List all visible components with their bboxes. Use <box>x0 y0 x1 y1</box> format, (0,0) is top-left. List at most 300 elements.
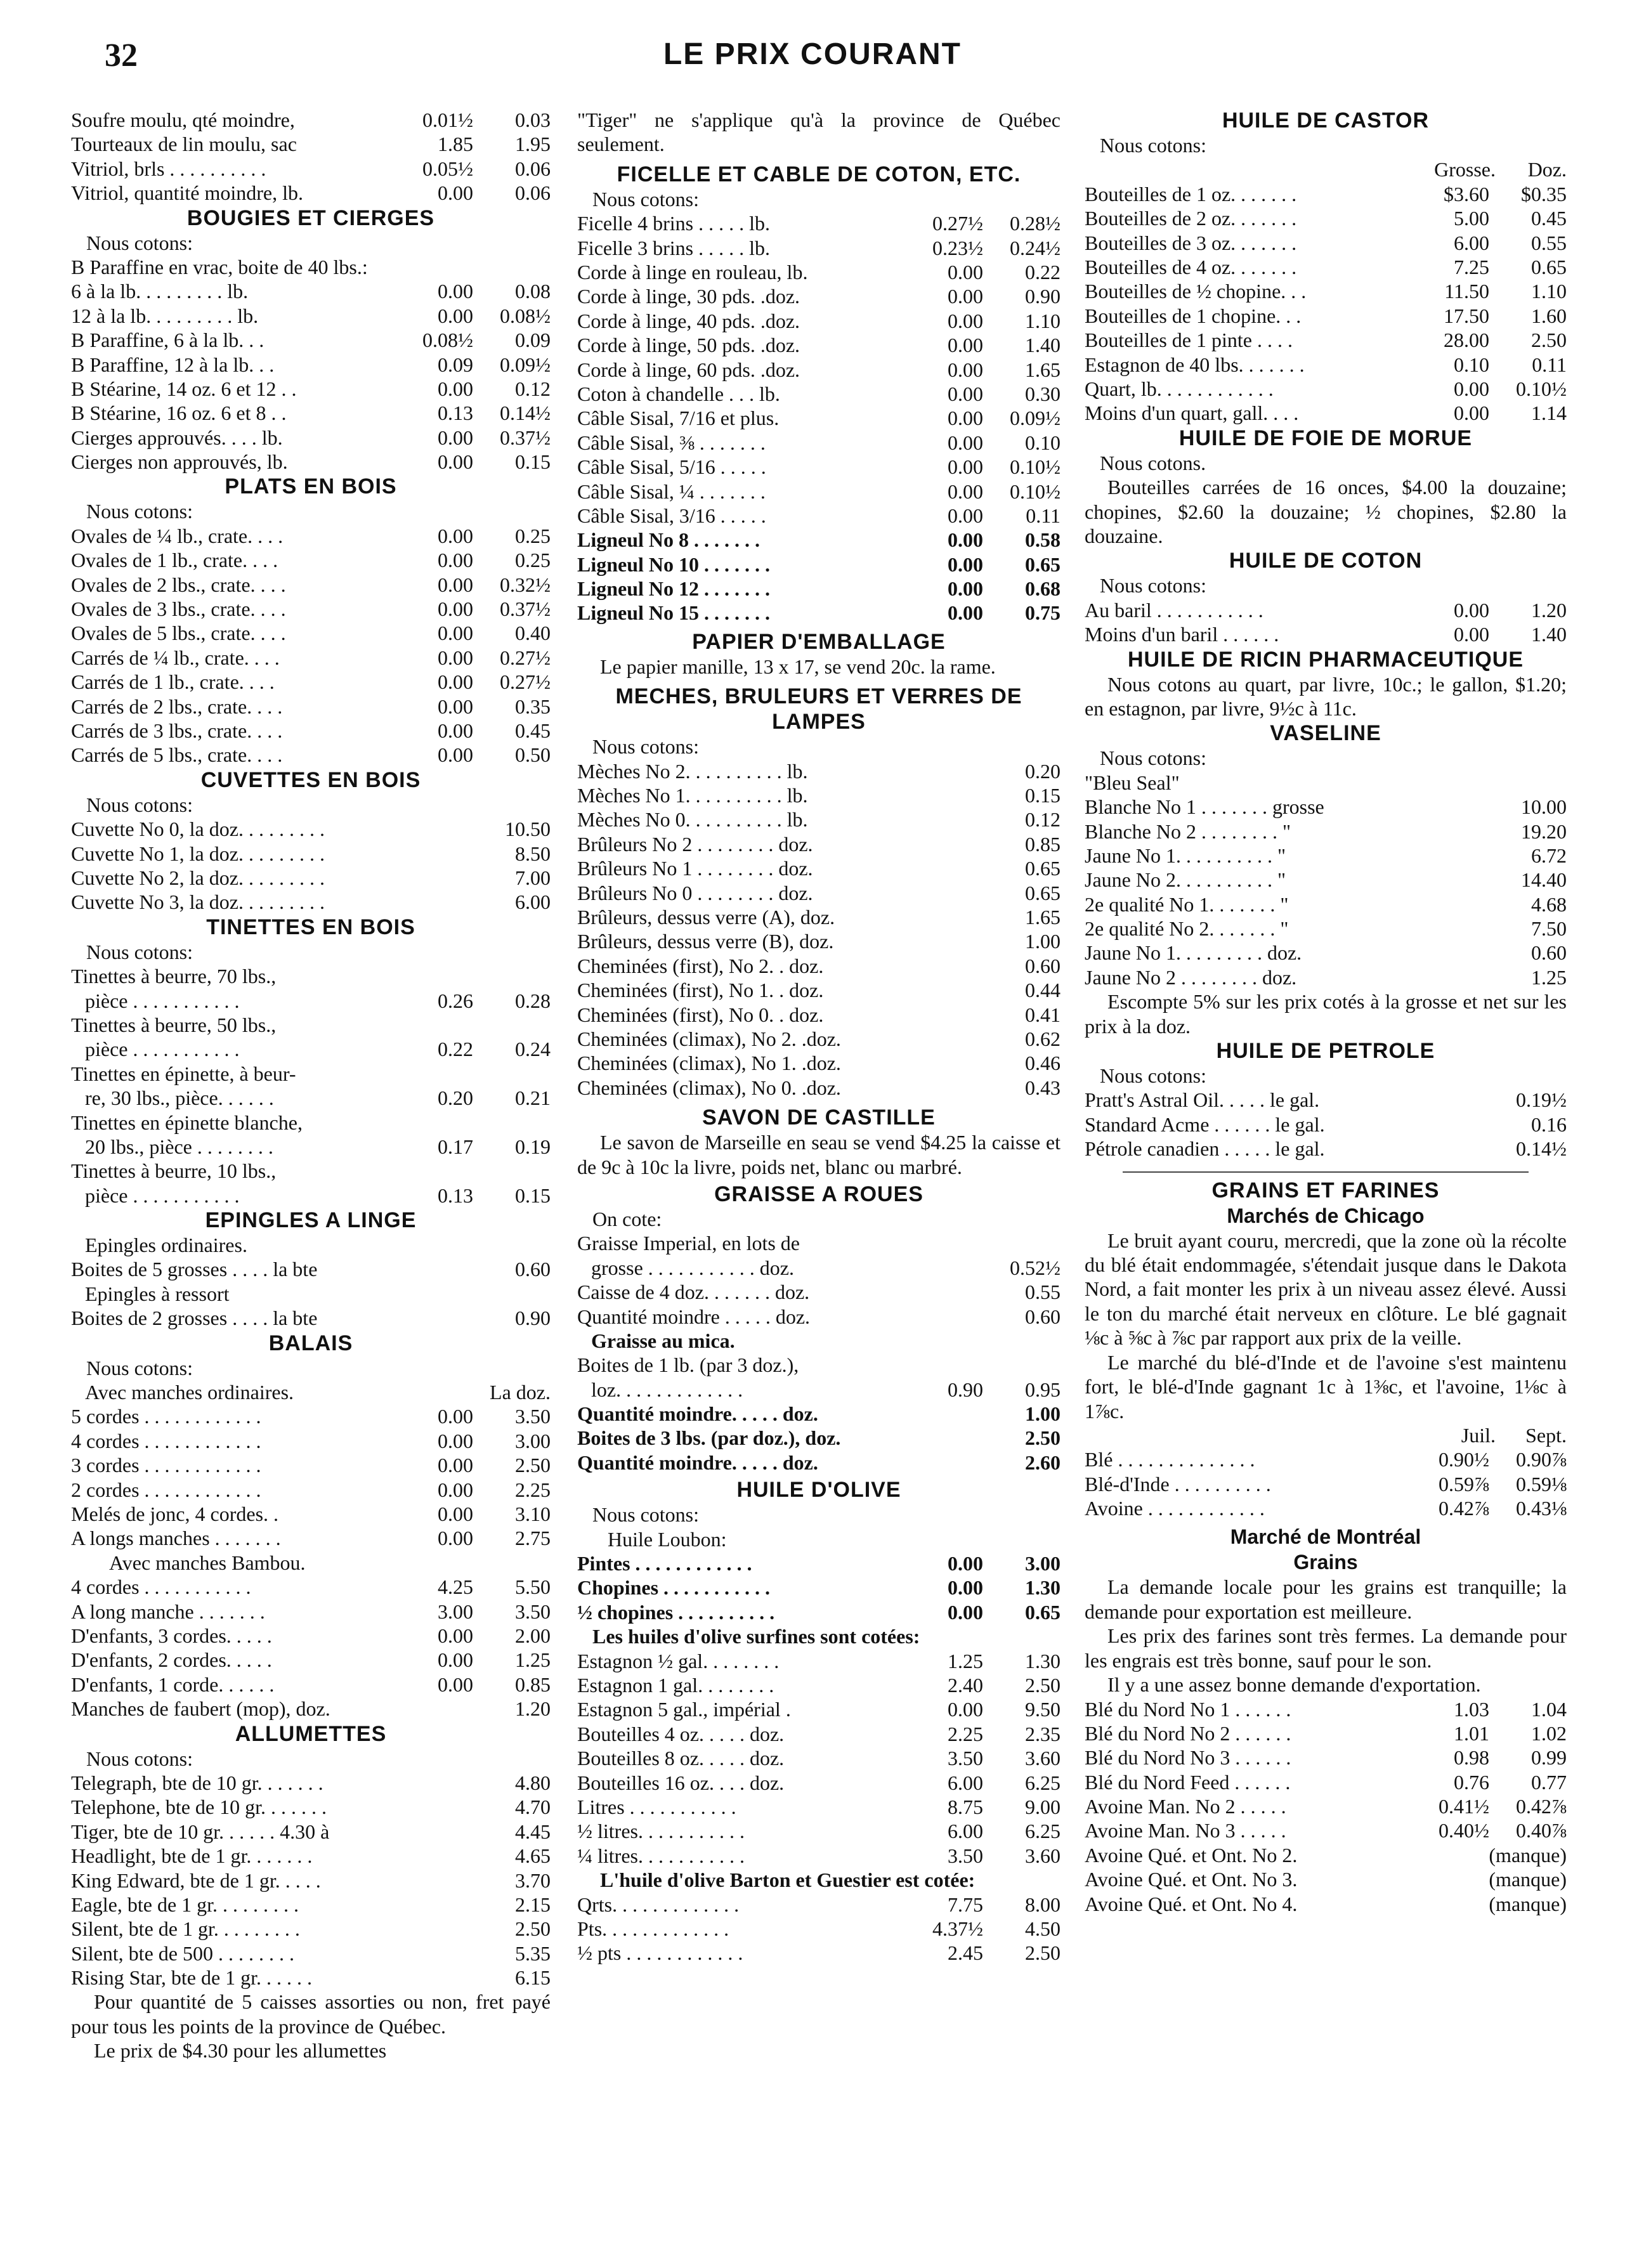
item-label: Moins d'un baril . . . . . . <box>1085 623 1279 646</box>
paragraph: Escompte 5% sur les prix cotés à la grosse et net sur les prix à la doz. <box>1085 990 1567 1038</box>
price-high: 6.25 <box>1025 1820 1060 1843</box>
item-label: Melés de jonc, 4 cordes. . <box>71 1502 279 1525</box>
price-low: 2.25 <box>948 1722 983 1745</box>
price-low: 0.22 <box>438 1038 473 1061</box>
item-label: B Paraffine, 6 à la lb. . . <box>71 329 264 352</box>
price-low: 6.00 <box>948 1820 983 1843</box>
price-high: 4.80 <box>515 1771 551 1794</box>
price-row <box>71 1575 551 1599</box>
price-high: 0.12 <box>515 377 551 400</box>
price-high: 0.15 <box>515 450 551 474</box>
item-label: Mèches No 0. . . . . . . . . . lb. <box>577 808 808 831</box>
item-label: Carrés de 3 lbs., crate. . . . <box>71 719 283 743</box>
price-high: 10.00 <box>1521 795 1567 819</box>
item-label: Avoine Qué. et Ont. No 2. <box>1085 1843 1298 1867</box>
item-label: Câble Sisal, 3/16 . . . . . <box>577 504 766 527</box>
price-high: 0.95 <box>1025 1378 1060 1401</box>
item-label: Ovales de 3 lbs., crate. . . . <box>71 597 286 621</box>
price-row <box>577 783 1060 807</box>
column-headers <box>1085 157 1567 181</box>
price-row <box>1085 279 1567 303</box>
price-high: 0.60 <box>1025 954 1060 977</box>
price-high: 3.60 <box>1025 1747 1060 1770</box>
price-high: 0.40⅞ <box>1516 1819 1567 1842</box>
subheading-row <box>71 1380 551 1404</box>
price-row <box>577 1231 1060 1255</box>
section-heading: BOUGIES ET CIERGES <box>186 205 435 230</box>
price-high: 0.43 <box>1025 1076 1060 1099</box>
price-low: 0.00 <box>438 304 473 327</box>
section-heading: CUVETTES EN BOIS <box>200 767 421 792</box>
column-header: Grosse. <box>1434 158 1496 181</box>
price-row <box>577 1280 1060 1304</box>
section-note: Nous cotons: <box>1100 574 1206 597</box>
price-row <box>577 431 1060 455</box>
item-label: Vitriol, brls . . . . . . . . . . <box>71 157 266 180</box>
price-row <box>71 1600 551 1624</box>
item-label: Chopines . . . . . . . . . . . <box>577 1576 771 1600</box>
price-row <box>577 1450 1060 1475</box>
price-row <box>1085 941 1567 965</box>
section-heading: GRAISSE A ROUES <box>714 1182 923 1206</box>
price-high: 2.00 <box>515 1624 551 1647</box>
item-label: Brûleurs No 1 . . . . . . . . doz. <box>577 857 813 880</box>
price-high: 0.14½ <box>500 401 551 425</box>
section-note: Nous cotons: <box>86 231 193 254</box>
price-low: 28.00 <box>1444 329 1489 352</box>
item-label: ¼ litres. . . . . . . . . . . <box>577 1844 745 1867</box>
item-label: Cuvette No 2, la doz. . . . . . . . . <box>71 866 325 889</box>
item-label: pièce . . . . . . . . . . . <box>85 989 240 1012</box>
price-row <box>71 1820 551 1844</box>
price-row <box>577 284 1060 308</box>
price-high: 6.25 <box>1025 1771 1060 1794</box>
price-high: 0.43⅛ <box>1516 1497 1567 1520</box>
price-row <box>577 552 1060 577</box>
item-label: Brûleurs No 0 . . . . . . . . doz. <box>577 881 813 904</box>
price-high: 0.10½ <box>1010 479 1060 503</box>
price-high: (manque) <box>1489 1868 1567 1891</box>
item-label: Pétrole canadien . . . . . le gal. <box>1085 1137 1325 1161</box>
price-low: 7.75 <box>948 1893 983 1916</box>
price-low: 0.00 <box>948 1698 983 1721</box>
price-row <box>71 1037 551 1061</box>
item-label: pièce . . . . . . . . . . . <box>85 1038 240 1061</box>
section-heading: HUILE DE COTON <box>1229 549 1423 573</box>
price-high: 2.50 <box>515 1454 551 1477</box>
price-low: 0.26 <box>438 989 473 1012</box>
price-low: 0.27½ <box>932 212 983 235</box>
item-label: Corde à linge, 50 pds. .doz. <box>577 334 800 357</box>
item-label: Litres . . . . . . . . . . . <box>577 1796 736 1818</box>
item-label: Mèches No 2. . . . . . . . . . lb. <box>577 759 808 783</box>
paragraph: Il y a une assez bonne demande d'exportation. <box>1107 1673 1481 1697</box>
price-high: 0.20 <box>1025 759 1060 783</box>
item-label: Tourteaux de lin moulu, sac <box>71 133 297 156</box>
item-label: Caisse de 4 doz. . . . . . . doz. <box>577 1281 810 1304</box>
item-label: Avoine . . . . . . . . . . . . <box>1085 1497 1265 1520</box>
price-low: 0.00 <box>438 622 473 645</box>
section-note: Nous cotons: <box>86 1356 193 1379</box>
price-row <box>71 1159 551 1183</box>
price-low: 0.00 <box>438 1624 473 1647</box>
price-row <box>71 279 551 303</box>
item-label: Soufre moulu, qté moindre, <box>71 108 295 131</box>
price-low: 0.00 <box>438 280 473 303</box>
price-row <box>577 1844 1060 1868</box>
item-label: Bouteilles de 3 oz. . . . . . . <box>1085 231 1297 254</box>
price-row <box>71 548 551 572</box>
price-list <box>71 1233 551 1331</box>
price-row <box>1085 182 1567 206</box>
price-row <box>71 1135 551 1159</box>
price-high: 0.65 <box>1025 857 1060 880</box>
price-row <box>71 890 551 914</box>
price-low: 0.00 <box>948 261 983 284</box>
price-row <box>71 1111 551 1135</box>
item-label: Carrés de 2 lbs., crate. . . . <box>71 694 283 718</box>
price-list <box>1085 795 1567 989</box>
price-high: 0.65 <box>1531 255 1567 278</box>
price-low: 0.41½ <box>1439 1795 1489 1818</box>
price-row <box>71 719 551 743</box>
price-low: 0.10 <box>1454 353 1489 376</box>
price-row <box>71 670 551 694</box>
price-high: 0.60 <box>1025 1305 1060 1328</box>
price-row <box>1085 1818 1567 1842</box>
item-label: Telephone, bte de 10 gr. . . . . . . <box>71 1796 327 1819</box>
price-high: 1.10 <box>1025 309 1060 332</box>
price-high: 0.24½ <box>1010 236 1060 259</box>
price-list <box>71 108 551 205</box>
price-row <box>71 1404 551 1428</box>
item-label: Cheminées (climax), No 0. .doz. <box>577 1076 841 1099</box>
item-label: Tinettes en épinette, à beur- <box>71 1062 296 1085</box>
price-high: 0.28½ <box>1010 212 1060 235</box>
item-label: B Paraffine en vrac, boite de 40 lbs.: <box>71 255 368 278</box>
price-high: 0.08½ <box>500 304 551 327</box>
item-label: 12 à la lb. . . . . . . . . lb. <box>71 304 259 327</box>
price-low: 0.17 <box>438 1135 473 1158</box>
item-label: B Stéarine, 16 oz. 6 et 8 . . <box>71 401 287 425</box>
price-low: 0.00 <box>948 431 983 454</box>
item-label: Blanche No 1 . . . . . . . grosse <box>1085 795 1324 819</box>
item-label: Boites de 2 grosses . . . . la bte <box>71 1307 318 1330</box>
price-list <box>71 524 551 767</box>
item-label: Tiger, bte de 10 gr. . . . . . 4.30 à <box>71 1820 330 1843</box>
price-row <box>577 1305 1060 1329</box>
price-low: 0.00 <box>438 1478 473 1501</box>
subheading: Marchés de Chicago <box>1227 1204 1425 1227</box>
item-label: pièce . . . . . . . . . . . <box>85 1183 240 1207</box>
price-low: 2.45 <box>948 1941 983 1965</box>
price-low: 0.00 <box>948 358 983 381</box>
price-low: 0.00 <box>438 1672 473 1696</box>
price-high: 3.50 <box>515 1405 551 1428</box>
item-label: Cuvette No 1, la doz. . . . . . . . . <box>71 842 325 865</box>
item-label: Bouteilles 8 oz. . . . . doz. <box>577 1747 785 1770</box>
price-low: 0.00 <box>948 504 983 527</box>
price-row <box>71 328 551 352</box>
price-row <box>71 157 551 181</box>
price-high: 0.12 <box>1025 808 1060 831</box>
item-label: Rising Star, bte de 1 gr. . . . . . <box>71 1966 313 1990</box>
price-high: 0.21 <box>515 1086 551 1110</box>
item-label: Quart, lb. . . . . . . . . . . . <box>1085 377 1274 400</box>
item-label: Bouteilles de ½ chopine. . . <box>1085 280 1307 303</box>
price-row <box>577 406 1060 430</box>
section-heading: MECHES, BRULEURS ET VERRES DE LAMPES <box>615 684 1022 734</box>
item-label: Tinettes à beurre, 70 lbs., <box>71 965 277 988</box>
price-row <box>577 528 1060 552</box>
price-low: 11.50 <box>1444 280 1489 303</box>
price-low: 0.00 <box>438 377 473 400</box>
price-low: 0.00 <box>948 407 983 430</box>
price-row <box>1085 819 1567 844</box>
price-row <box>1085 965 1567 989</box>
section-note: Nous cotons: <box>1100 1064 1206 1088</box>
price-low: 0.08½ <box>422 329 473 352</box>
price-row <box>71 304 551 328</box>
price-low: 0.00 <box>948 577 983 601</box>
price-high: 0.35 <box>515 694 551 718</box>
price-high: 8.00 <box>1025 1893 1060 1916</box>
item-label: Silent, bte de 500 . . . . . . . . <box>71 1941 294 1965</box>
price-high: 0.99 <box>1531 1746 1567 1769</box>
section-note: Nous cotons: <box>592 187 699 211</box>
item-label: Epingles ordinaires. <box>85 1234 247 1257</box>
price-row <box>577 1551 1060 1575</box>
price-high: 0.09½ <box>500 353 551 376</box>
price-low: 0.00 <box>948 601 983 625</box>
price-high: 1.25 <box>515 1648 551 1672</box>
item-label: Ovales de 5 lbs., crate. . . . <box>71 622 286 645</box>
price-row <box>71 1941 551 1965</box>
section-heading: PLATS EN BOIS <box>225 474 397 499</box>
paragraph: Le prix de $4.30 pour les allumettes <box>94 2039 387 2063</box>
section-heading: TINETTES EN BOIS <box>206 915 415 939</box>
price-high: 1.30 <box>1025 1649 1060 1672</box>
price-row <box>71 1086 551 1110</box>
price-row <box>71 108 551 132</box>
price-row <box>577 905 1060 929</box>
price-high: 3.60 <box>1025 1844 1060 1867</box>
item-label: Cierges approuvés. . . . lb. <box>71 426 283 449</box>
item-label: Cheminées (climax), No 2. .doz. <box>577 1027 841 1050</box>
price-row <box>577 954 1060 978</box>
section-heading: HUILE D'OLIVE <box>736 1478 901 1502</box>
item-label: Pintes . . . . . . . . . . . . <box>577 1552 752 1575</box>
price-low: 2.40 <box>948 1674 983 1697</box>
price-row <box>577 1771 1060 1795</box>
item-label: Carrés de ¼ lb., crate. . . . <box>71 646 280 669</box>
section-heading: EPINGLES A LINGE <box>205 1208 417 1233</box>
price-row <box>577 978 1060 1002</box>
section-heading: FICELLE ET CABLE DE COTON, ETC. <box>617 162 1021 186</box>
price-row <box>71 1844 551 1868</box>
column-header: Juil. <box>1461 1423 1496 1447</box>
item-label: Estagnon 1 gal. . . . . . . . <box>577 1674 774 1697</box>
item-label: Headlight, bte de 1 gr. . . . . . . <box>71 1844 313 1868</box>
page-header <box>0 37 1625 81</box>
price-low: 0.00 <box>438 743 473 767</box>
column-3 <box>1085 108 1567 1916</box>
price-row <box>1085 1745 1567 1769</box>
price-high: 0.90⅞ <box>1516 1448 1567 1471</box>
price-row <box>577 1003 1060 1027</box>
section-heading: VASELINE <box>1270 721 1381 746</box>
item-label: Jaune No 1. . . . . . . . . doz. <box>1085 941 1302 965</box>
item-label: Bouteilles de 2 oz. . . . . . . <box>1085 207 1297 230</box>
price-row <box>71 989 551 1013</box>
item-label: Quantité moindre . . . . . doz. <box>577 1305 811 1328</box>
price-row <box>577 309 1060 333</box>
price-low: 1.01 <box>1454 1721 1489 1745</box>
price-row <box>71 426 551 450</box>
item-label: Avoine Man. No 3 . . . . . <box>1085 1819 1286 1842</box>
price-low: 0.09 <box>438 353 473 376</box>
price-low: 0.00 <box>438 450 473 474</box>
price-low: 0.00 <box>948 382 983 405</box>
price-row <box>71 1648 551 1672</box>
price-high: 1.25 <box>1531 965 1567 989</box>
price-low: 0.98 <box>1454 1746 1489 1769</box>
paragraph: Bouteilles carrées de 16 onces, $4.00 la douzaine; chopines, $2.60 la douzaine; ½ chopines, $2.80 la douzaine. <box>1085 476 1567 547</box>
price-high: 1.02 <box>1531 1721 1567 1745</box>
price-list <box>1085 1697 1567 1917</box>
price-row <box>577 1893 1060 1917</box>
price-list <box>1085 182 1567 426</box>
price-row <box>1085 916 1567 941</box>
price-low: 0.76 <box>1454 1770 1489 1794</box>
price-list <box>1085 1447 1567 1520</box>
price-row <box>577 1051 1060 1075</box>
price-low: 0.00 <box>948 479 983 503</box>
item-label: 6 à la lb. . . . . . . . . lb. <box>71 280 249 303</box>
price-high: 0.60 <box>1531 941 1567 965</box>
item-label: Cuvette No 0, la doz. . . . . . . . . <box>71 818 325 841</box>
item-label: Telegraph, bte de 10 gr. . . . . . . <box>71 1771 323 1794</box>
price-low: 0.00 <box>948 309 983 332</box>
divider <box>1123 1171 1529 1173</box>
price-low: 0.00 <box>438 719 473 743</box>
price-low: 0.23½ <box>932 236 983 259</box>
item-label: Câble Sisal, 5/16 . . . . . <box>577 455 766 479</box>
item-label: Epingles à ressort <box>85 1282 230 1305</box>
price-high: 0.06 <box>515 181 551 205</box>
item-label: A longs manches . . . . . . . <box>71 1527 281 1550</box>
item-label: Cheminées (climax), No 1. .doz. <box>577 1052 841 1075</box>
price-low: 0.00 <box>438 426 473 449</box>
subheading: Grains <box>1293 1551 1358 1574</box>
section-note: Nous cotons: <box>1100 134 1206 157</box>
item-label: Silent, bte de 1 gr. . . . . . . . . <box>71 1917 300 1941</box>
price-row <box>577 832 1060 856</box>
price-row <box>71 1526 551 1550</box>
price-high: 0.40 <box>515 622 551 645</box>
price-row <box>577 1917 1060 1941</box>
price-low: 0.00 <box>438 181 473 205</box>
price-row <box>1085 1794 1567 1818</box>
item-label: Bouteilles de 1 pinte . . . . <box>1085 329 1293 352</box>
item-label: Cierges non approuvés, lb. <box>71 450 288 474</box>
item-label: Bouteilles de 1 oz. . . . . . . <box>1085 182 1297 205</box>
price-high: 5.50 <box>515 1575 551 1599</box>
price-high: 0.85 <box>515 1672 551 1696</box>
price-low: 8.75 <box>948 1796 983 1818</box>
price-low: 0.13 <box>438 401 473 425</box>
price-row <box>71 1429 551 1453</box>
item-label: Ligneul No 8 . . . . . . . <box>577 528 760 552</box>
item-label: King Edward, bte de 1 gr. . . . . <box>71 1868 321 1892</box>
price-high: 0.16 <box>1531 1112 1567 1136</box>
section-note: Nous cotons: <box>86 500 193 523</box>
price-low: 4.25 <box>438 1575 473 1599</box>
item-label: Estagnon ½ gal. . . . . . . . <box>577 1649 780 1672</box>
price-high: 0.37½ <box>500 597 551 621</box>
price-row <box>577 1697 1060 1721</box>
price-row <box>1085 868 1567 892</box>
item-label: 2e qualité No 1. . . . . . . " <box>1085 892 1289 916</box>
price-row <box>577 1256 1060 1280</box>
item-label: Cheminées (first), No 1. . doz. <box>577 979 824 1002</box>
price-low: 0.00 <box>948 285 983 308</box>
item-label: re, 30 lbs., pièce. . . . . . <box>85 1086 274 1110</box>
price-row <box>577 856 1060 880</box>
price-high: 1.30 <box>1025 1576 1060 1600</box>
item-label: 4 cordes . . . . . . . . . . . <box>71 1575 251 1599</box>
item-label: Ficelle 3 brins . . . . . lb. <box>577 236 770 259</box>
item-label: Corde à linge, 40 pds. .doz. <box>577 309 800 332</box>
price-high: 0.14½ <box>1516 1137 1567 1161</box>
price-row <box>71 1062 551 1086</box>
item-label: Avoine Qué. et Ont. No 4. <box>1085 1892 1298 1915</box>
price-high: 6.15 <box>515 1966 551 1990</box>
price-row <box>1085 377 1567 401</box>
item-label: Bouteilles de 4 oz. . . . . . . <box>1085 255 1297 278</box>
price-low: 0.01½ <box>422 108 473 131</box>
price-low: 0.00 <box>438 1454 473 1477</box>
price-high: 0.45 <box>515 719 551 743</box>
price-row <box>577 1795 1060 1819</box>
item-label: Eagle, bte de 1 gr. . . . . . . . . <box>71 1893 299 1916</box>
price-high: 2.50 <box>515 1917 551 1941</box>
section-note: On cote: <box>592 1207 662 1230</box>
price-high: 1.65 <box>1025 358 1060 381</box>
item-label: Bouteilles de 1 chopine. . . <box>1085 304 1302 327</box>
price-high: 8.50 <box>515 842 551 865</box>
item-label: Brûleurs, dessus verre (A), doz. <box>577 906 835 929</box>
price-high: 0.55 <box>1025 1281 1060 1304</box>
price-low: 3.50 <box>948 1844 983 1867</box>
item-label: Blé du Nord Feed . . . . . . <box>1085 1770 1291 1794</box>
item-label: Cheminées (first), No 2. . doz. <box>577 954 824 977</box>
price-high: 4.50 <box>1025 1917 1060 1940</box>
price-row <box>71 694 551 719</box>
price-row <box>71 1868 551 1893</box>
item-label: Corde à linge, 60 pds. .doz. <box>577 358 800 381</box>
price-high: 2.50 <box>1025 1941 1060 1965</box>
price-list <box>577 1893 1060 1965</box>
item-label: Jaune No 2. . . . . . . . . . " <box>1085 868 1286 892</box>
subheading-label: Avec manches ordinaires. <box>85 1381 294 1404</box>
price-high: 6.72 <box>1531 844 1567 867</box>
subheading: Avec manches Bambou. <box>109 1551 306 1574</box>
price-row <box>71 1624 551 1648</box>
item-label: Manches de faubert (mop), doz. <box>71 1697 330 1721</box>
price-high: 0.68 <box>1025 577 1060 601</box>
item-label: Pts. . . . . . . . . . . . . <box>577 1917 729 1940</box>
